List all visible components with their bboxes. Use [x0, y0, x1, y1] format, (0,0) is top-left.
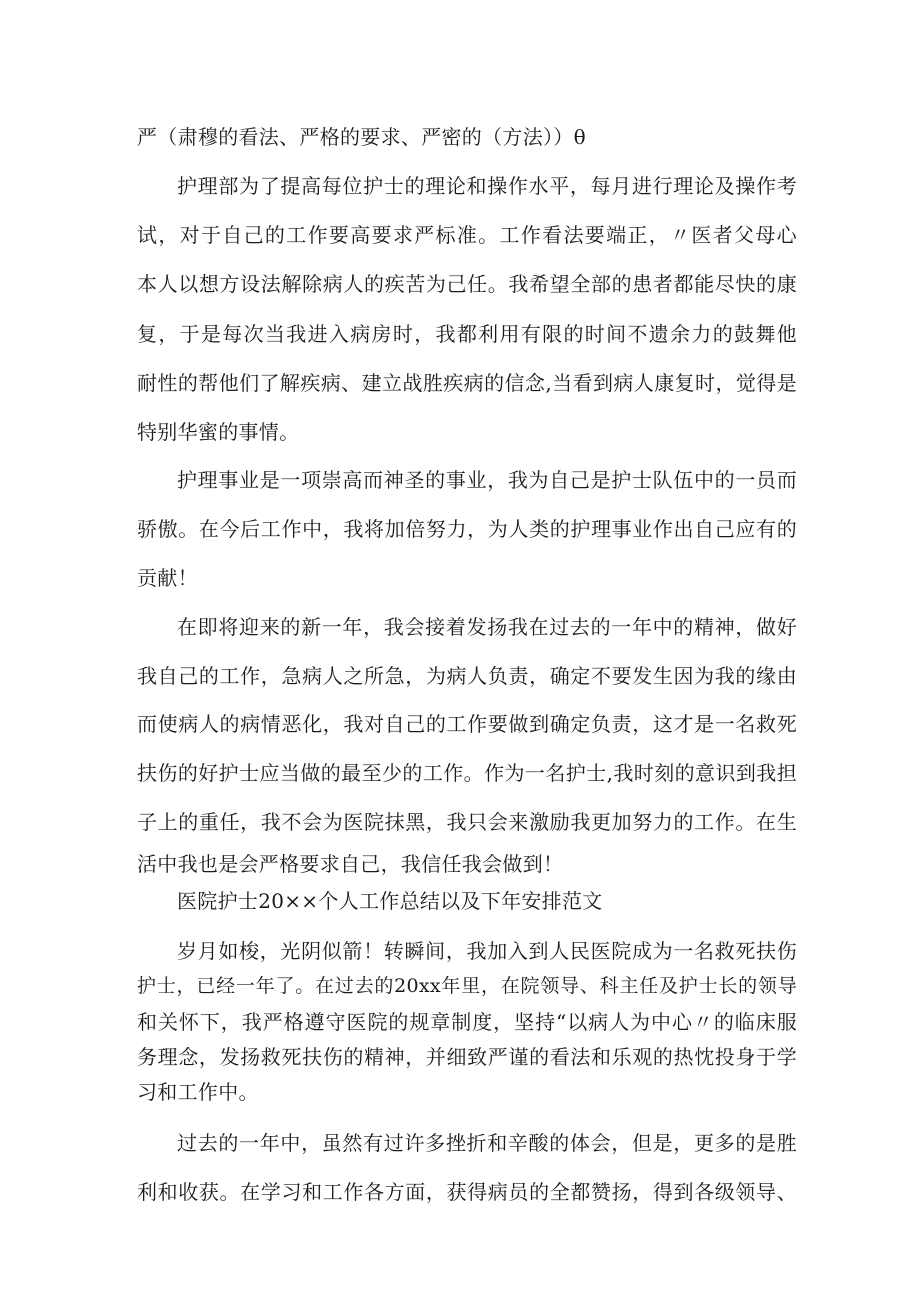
text-line-6: 耐性的帮他们了解疾病、建立战胜疾病的信念,当看到病人康复时，觉得是 — [137, 371, 797, 395]
text-line-14: 扶伤的好护士应当做的最至少的工作。作为一名护士,我时刻的意识到我担 — [137, 761, 797, 785]
text-line-15: 子上的重任，我不会为医院抹黑，我只会来激励我更加努力的工作。在生 — [137, 810, 797, 834]
text-line-5: 复，于是每次当我进入病房时，我都利用有限的时间不遗余力的鼓舞他 — [137, 322, 797, 346]
text-line-18: 岁月如梭，光阴似箭！转瞬间，我加入到人民医院成为一名救死扶伤 — [177, 939, 797, 963]
text-line-8: 护理事业是一项崇高而神圣的事业，我为自己是护士队伍中的一员而 — [177, 468, 797, 492]
text-line-21: 务理念，发扬救死扶伤的精神，并细致严谨的看法和乐观的热忱投身于学 — [137, 1045, 797, 1069]
text-line-4: 本人以想方设法解除病人的疾苦为己任。我希望全部的患者都能尽快的康 — [137, 272, 797, 296]
text-line-1: 严（肃穆的看法、严格的要求、严密的（方法））θ — [137, 125, 586, 149]
text-line-9: 骄傲。在今后工作中，我将加倍努力，为人类的护理事业作出自己应有的 — [137, 517, 797, 541]
text-line-13: 而使病人的病情恶化，我对自己的工作要做到确定负责，这才是一名救死 — [137, 712, 797, 736]
text-line-20: 和关怀下，我严格遵守医院的规章制度，坚持“以病人为中心〃的临床服 — [137, 1010, 797, 1034]
text-line-22: 习和工作中。 — [137, 1080, 259, 1104]
text-line-11: 在即将迎来的新一年，我会接着发扬我在过去的一年中的精神，做好 — [177, 615, 797, 639]
text-line-19: 护士，已经一年了。在过去的20xx年里，在院领导、科主任及护士长的领导 — [137, 975, 797, 997]
text-line-7: 特别华蜜的事情。 — [137, 420, 300, 444]
section-heading: 医院护士20××个人工作总结以及下年安排范文 — [177, 889, 603, 913]
text-line-24: 利和收获。在学习和工作各方面，获得病员的全都赞扬，得到各级领导、 — [137, 1180, 797, 1204]
text-line-2: 护理部为了提高每位护士的理论和操作水平，每月进行理论及操作考 — [177, 174, 797, 198]
text-line-10: 贡献！ — [137, 566, 198, 590]
text-line-16: 活中我也是会严格要求自己，我信任我会做到！ — [137, 852, 564, 876]
text-line-23: 过去的一年中，虽然有过许多挫折和辛酸的体会，但是，更多的是胜 — [177, 1131, 797, 1155]
text-line-3: 试，对于自己的工作要高要求严标准。工作看法要端正，〃医者父母心 — [137, 223, 797, 247]
text-line-12: 我自己的工作，急病人之所急，为病人负责，确定不要发生因为我的缘由 — [137, 664, 797, 688]
